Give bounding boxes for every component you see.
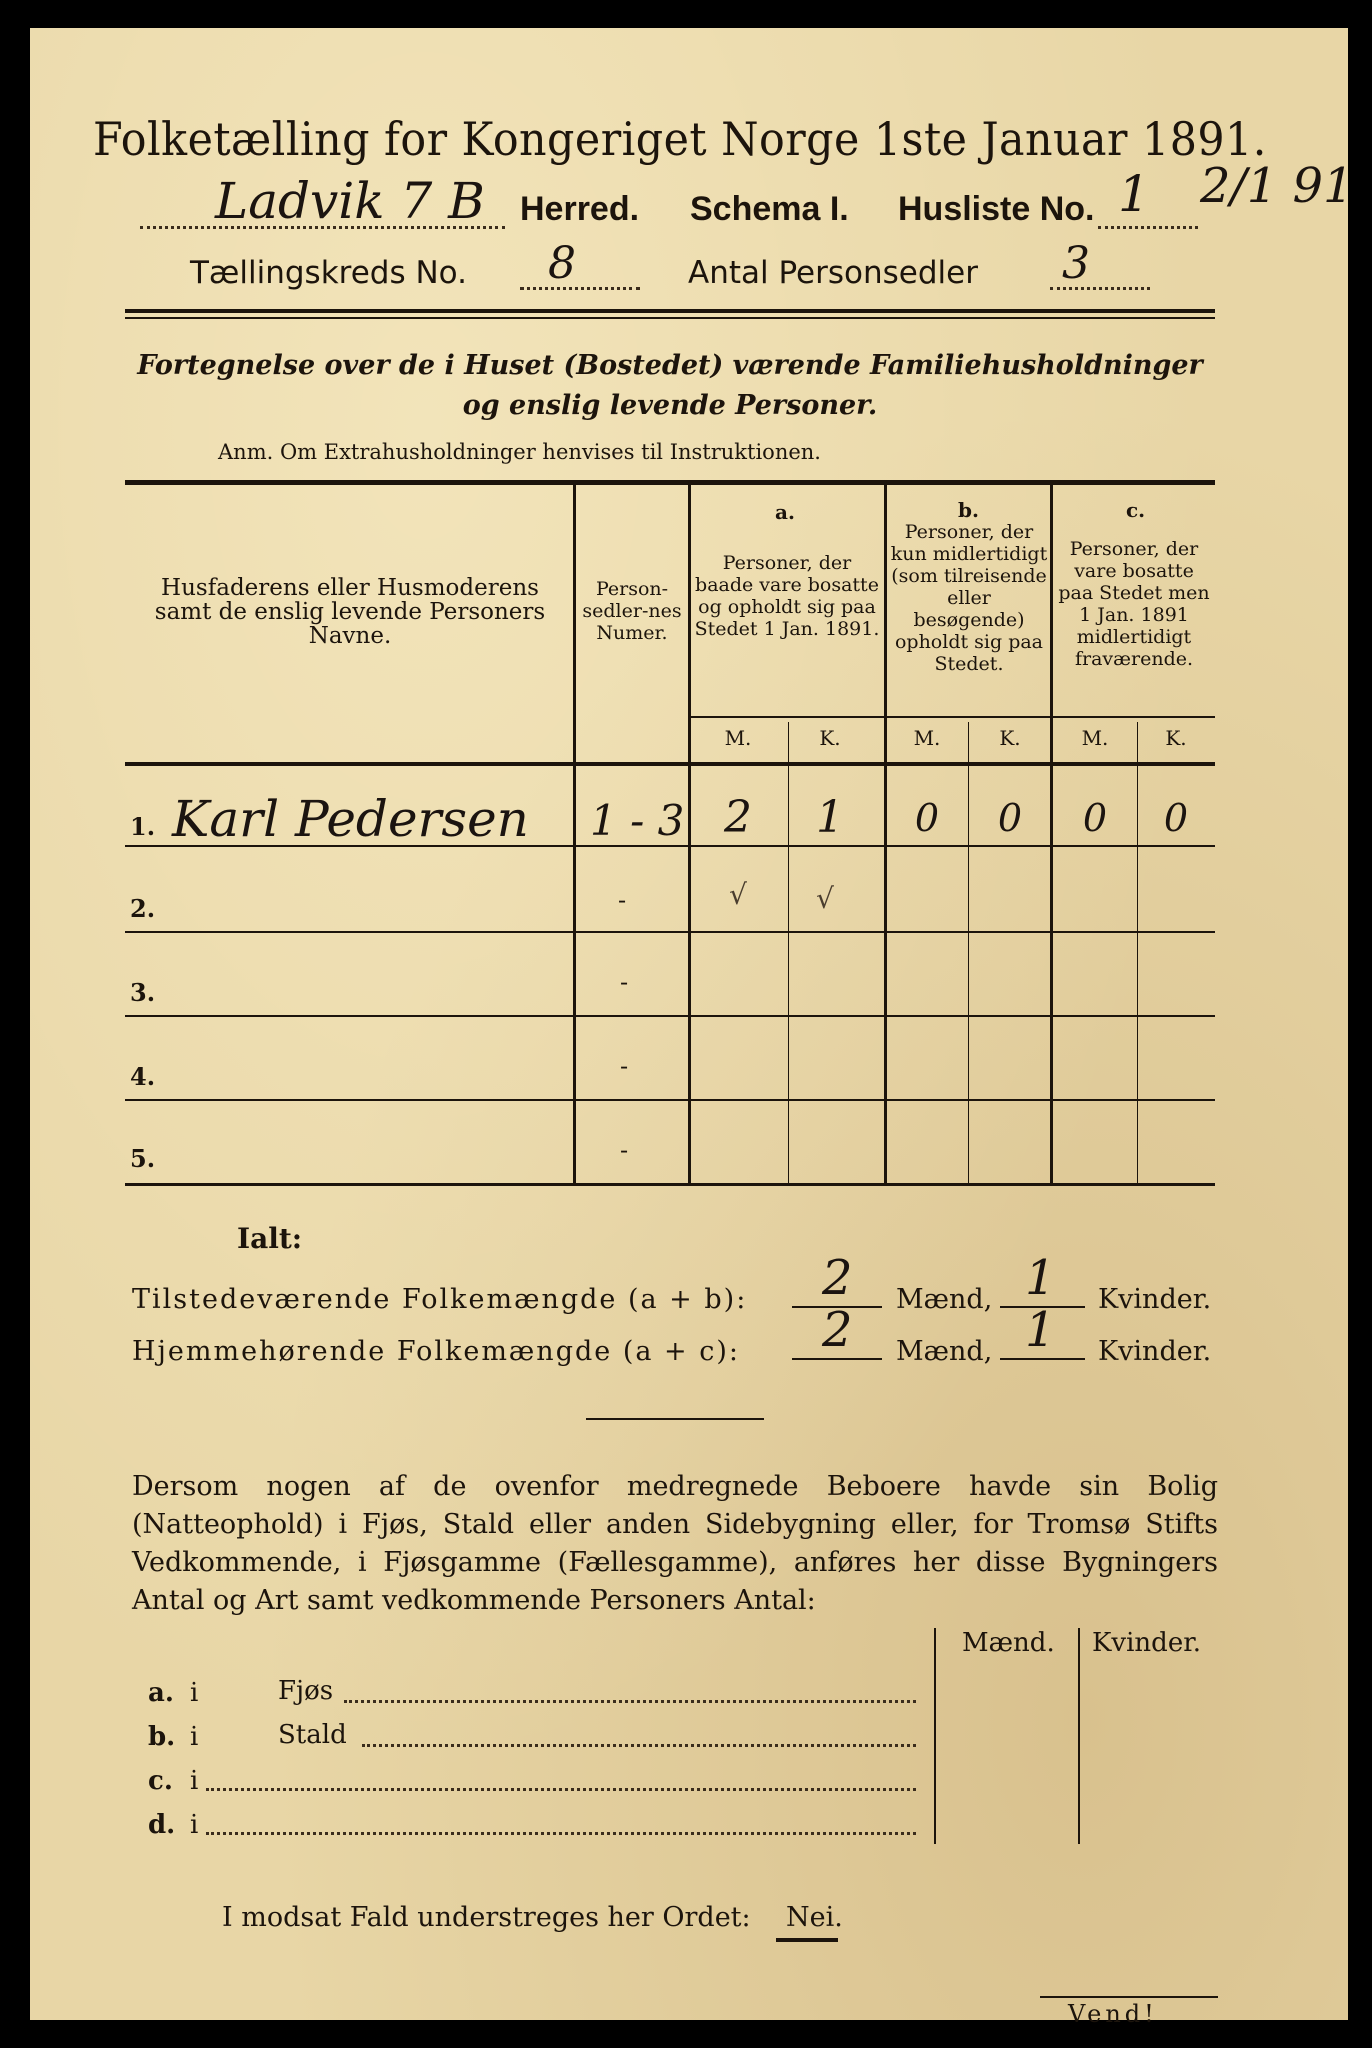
personsedler-numer: -	[620, 1052, 629, 1080]
table-bottom-rule	[125, 1183, 1215, 1186]
row-number: 1.	[130, 812, 156, 841]
col-divider-thin	[788, 722, 789, 1183]
nei-underline	[776, 1938, 838, 1942]
col-header-numer: Person-sedler-nes Numer.	[582, 578, 682, 644]
mk-rule	[691, 716, 884, 718]
col-divider	[884, 485, 887, 1183]
husliste-note: 2/1 91	[1200, 158, 1354, 214]
building-divider	[934, 1628, 936, 1844]
row-number: 5.	[130, 1144, 156, 1173]
mk-rule	[887, 716, 1050, 718]
personsedler-numer: -	[620, 968, 629, 996]
hjemme-maend-line	[792, 1358, 882, 1360]
antal-label: Antal Personsedler	[688, 255, 978, 291]
hjemme-kvinder-line	[1000, 1358, 1085, 1360]
husliste-label: Husliste No.	[898, 190, 1095, 228]
col-divider-thin	[1137, 722, 1138, 1183]
row-number: 3.	[130, 978, 156, 1007]
header-rule	[125, 309, 1215, 313]
hjemme-maend: 2	[822, 1302, 853, 1358]
kreds-value: 8	[548, 238, 576, 289]
husliste-value: 1	[1118, 165, 1150, 223]
nei-word: Nei.	[786, 1902, 843, 1933]
cell-a-m: √	[729, 878, 747, 911]
cell-a-k: 1	[816, 792, 844, 843]
anm-note: Anm. Om Extrahusholdninger henvises til Instruktionen.	[218, 440, 821, 464]
cell-b-m: 0	[914, 796, 940, 840]
row-line	[125, 1099, 1215, 1101]
header-rule-thin	[125, 317, 1215, 319]
col-a-header: Personer, der baade vare bosatte og opholdt sig paa Stedet 1 Jan. 1891.	[694, 552, 880, 640]
vend-rule	[1040, 1996, 1218, 1998]
col-b-header: Personer, der kun midlertidigt (som tilreisende eller besøgende) opholdt sig paa Stedet.	[890, 521, 1048, 675]
personsedler-numer: 1 - 3	[590, 796, 685, 845]
cell-a-m: 2	[724, 792, 752, 843]
building-letter: d.	[148, 1810, 176, 1840]
row-line	[125, 931, 1215, 933]
antal-value: 3	[1062, 238, 1090, 289]
col-divider	[573, 485, 576, 1183]
col-b-k: K.	[999, 726, 1021, 750]
col-c-k: K.	[1165, 726, 1187, 750]
building-prep: i	[190, 1722, 199, 1752]
col-c-m: M.	[1081, 726, 1109, 750]
col-b-m: M.	[913, 726, 941, 750]
modsat-text: I modsat Fald understreges her Ordet:	[222, 1902, 751, 1933]
col-a-k: K.	[819, 726, 841, 750]
col-c-header: Personer, der vare bosatte paa Stedet men 1 Jan. 1891 midlertidigt fraværende.	[1058, 538, 1210, 670]
cell-c-k: 0	[1163, 796, 1189, 840]
building-letter: b.	[148, 1722, 176, 1752]
row-number: 2.	[130, 894, 156, 923]
tilstede-kvinder: 1	[1025, 1250, 1056, 1306]
building-divider	[1078, 1628, 1080, 1844]
building-label: Fjøs	[278, 1676, 334, 1706]
tilstede-maend: 2	[822, 1250, 853, 1306]
col-b-letter: b.	[958, 498, 979, 522]
herred-value: Ladvik 7 B	[215, 172, 485, 230]
maend-word: Mænd,	[896, 1284, 993, 1315]
kvinder-word: Kvinder.	[1098, 1336, 1212, 1367]
col-divider	[688, 485, 691, 1183]
buildings-kvinder-head: Kvinder.	[1092, 1628, 1202, 1658]
building-letter: a.	[148, 1678, 174, 1708]
cell-a-k: √	[816, 882, 834, 915]
hjemme-kvinder: 1	[1025, 1302, 1056, 1358]
form-title: Folketælling for Kongeriget Norge 1ste Januar 1891.	[93, 112, 1267, 166]
col-header-names: Husfaderens eller Husmoderens samt de enslig levende Personers Navne.	[154, 575, 546, 649]
building-prep: i	[190, 1810, 199, 1840]
schema-label: Schema I.	[690, 190, 849, 228]
buildings-maend-head: Mænd.	[962, 1628, 1055, 1658]
col-divider-thin	[968, 722, 969, 1183]
col-a-letter: a.	[775, 500, 795, 524]
vend-text: Vend!	[1068, 2000, 1158, 2028]
herred-label: Herred.	[520, 190, 640, 228]
tilstede-label: Tilstedeværende Folkemængde (a + b):	[132, 1284, 748, 1315]
form-subtitle: Fortegnelse over de i Huset (Bostedet) værende Familiehusholdninger og enslig levende Personer.	[137, 350, 1203, 421]
kreds-label: Tællingskreds No.	[190, 255, 467, 291]
hjemme-label: Hjemmehørende Folkemængde (a + c):	[132, 1336, 740, 1367]
col-a-m: M.	[724, 726, 752, 750]
ialt-label: Ialt:	[237, 1222, 303, 1255]
cell-c-m: 0	[1082, 796, 1108, 840]
cell-b-k: 0	[997, 796, 1023, 840]
household-name: Karl Pedersen	[172, 790, 529, 848]
row-number: 4.	[130, 1062, 156, 1091]
building-prep: i	[190, 1766, 199, 1796]
kvinder-word: Kvinder.	[1098, 1284, 1212, 1315]
building-prep: i	[190, 1678, 199, 1708]
col-divider	[1050, 485, 1053, 1183]
separator	[586, 1418, 764, 1420]
personsedler-numer: -	[620, 1136, 629, 1164]
building-label: Stald	[278, 1720, 347, 1750]
row-line	[125, 1015, 1215, 1017]
maend-word: Mænd,	[896, 1336, 993, 1367]
personsedler-numer: -	[618, 886, 627, 914]
mk-rule	[1053, 716, 1215, 718]
col-c-letter: c.	[1126, 498, 1146, 522]
sidebygning-paragraph: Dersom nogen af de ovenfor medregnede Beboere havde sin Bolig (Natteophold) i Fjøs, Stald eller anden Sidebygning eller, for Tromsø Stifts Vedkommende, i Fjøsgamme (Fællesgamme), anføres her disse Bygningers Antal og Art samt vedkommende Personers Antal:	[132, 1471, 1218, 1616]
building-letter: c.	[148, 1766, 173, 1796]
